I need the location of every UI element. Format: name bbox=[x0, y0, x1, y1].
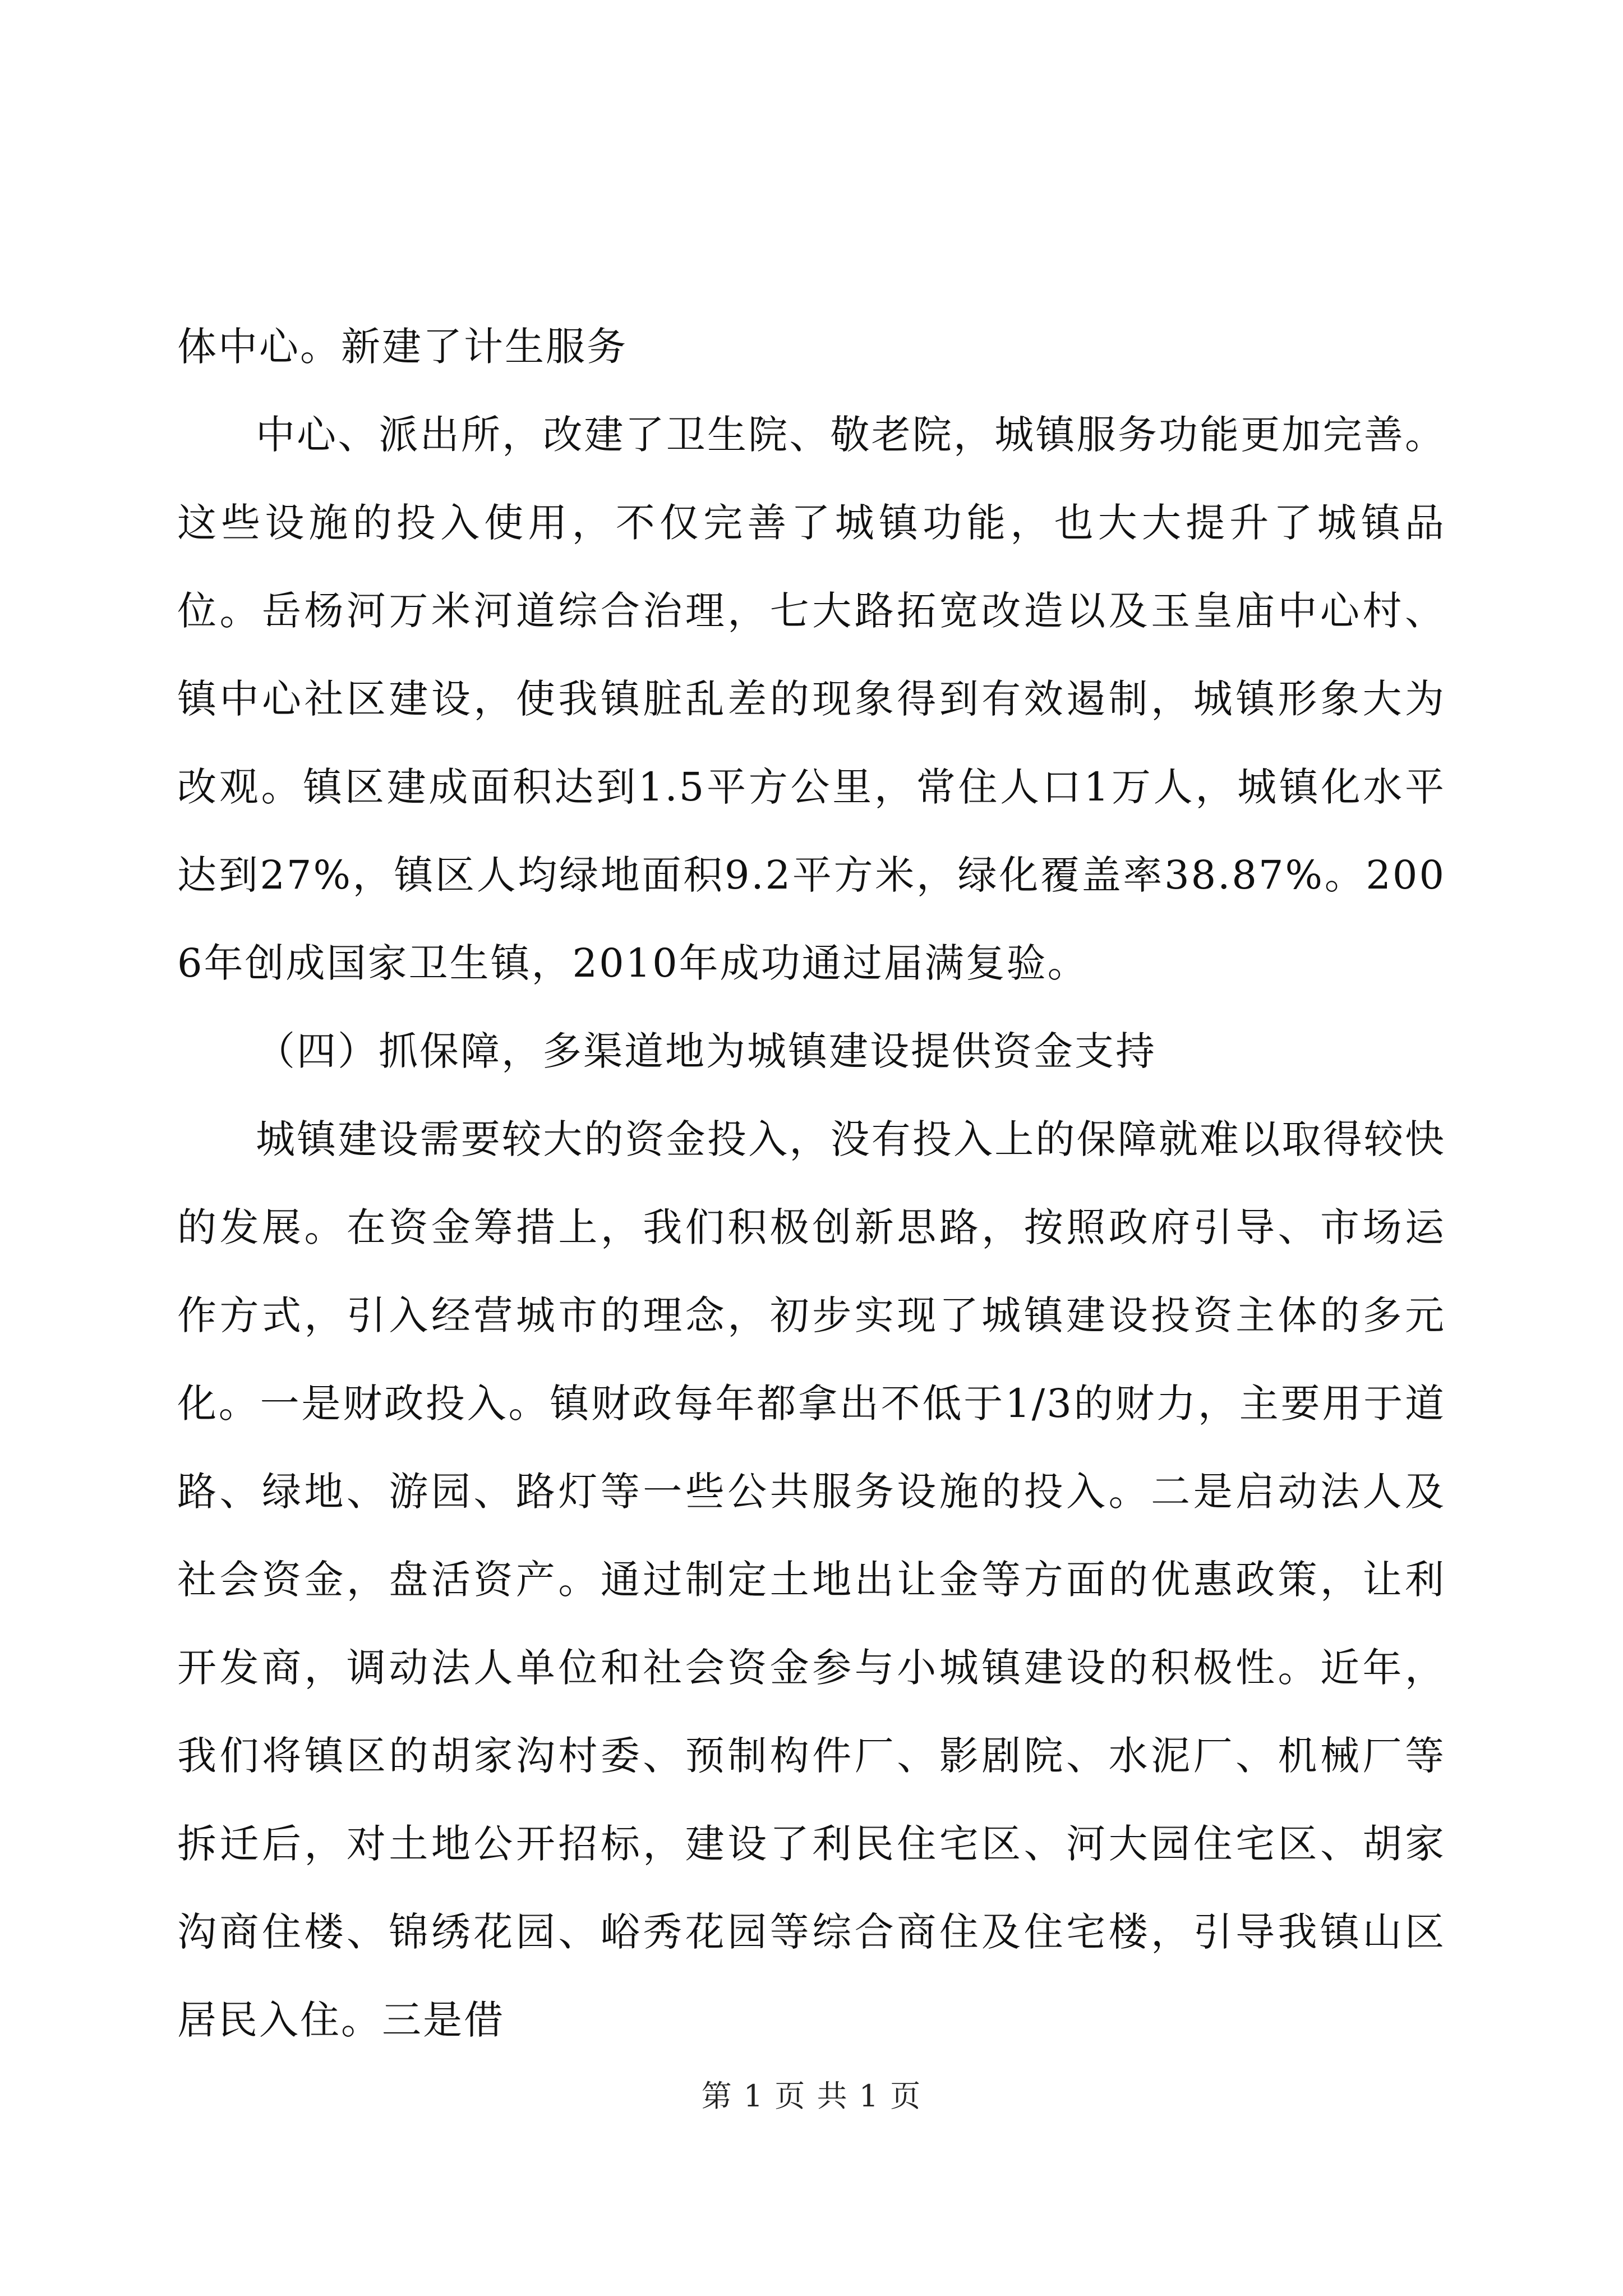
paragraph-funding: 城镇建设需要较大的资金投入，没有投入上的保障就难以取得较快的发展。在资金筹措上，我们积极创新思路，按照政府引导、市场运作方式，引入经营城市的理念，初步实现了城镇建设投资主体的多元化。一是财政投入。镇财政每年都拿出不低于1/3的财力，主要用于道路、绿地、游园、路灯等一些公共服务设施的投入。二是启动法人及社会资金，盘活资产。通过制定土地出让金等方面的优惠政策，让利开发商，调动法人单位和社会资金参与小城镇建设的积极性。近年，我们将镇区的胡家沟村委、预制构件厂、影剧院、水泥厂、机械厂等拆迁后，对土地公开招标，建设了利民住宅区、河大园住宅区、胡家沟商住楼、锦绣花园、峪秀花园等综合商住及住宅楼，引导我镇山区居民入住。三是借 bbox=[177, 1116, 1446, 2043]
paragraph-town-facilities: 中心、派出所，改建了卫生院、敬老院，城镇服务功能更加完善。这些设施的投入使用，不仅完善了城镇功能，也大大提升了城镇品位。岳杨河万米河道综合治理，七大路拓宽改造以及玉皇庙中心村、镇中心社区建设，使我镇脏乱差的现象得到有效遏制，城镇形象大为改观。镇区建成面积达到1.5平方公里，常住人口1万人，城镇化水平达到27%，镇区人均绿地面积9.2平方米，绿化覆盖率38.87%。2006年创成国家卫生镇，2010年成功通过届满复验。 bbox=[177, 412, 1446, 986]
page-number-footer: 第 1 页 共 1 页 bbox=[701, 2078, 922, 2114]
paragraph-intro-fragment: 体中心。新建了计生服务 bbox=[177, 324, 628, 370]
section-heading-four: （四）抓保障，多渠道地为城镇建设提供资金支持 bbox=[256, 1028, 1156, 1074]
document-body bbox=[177, 303, 1446, 2064]
